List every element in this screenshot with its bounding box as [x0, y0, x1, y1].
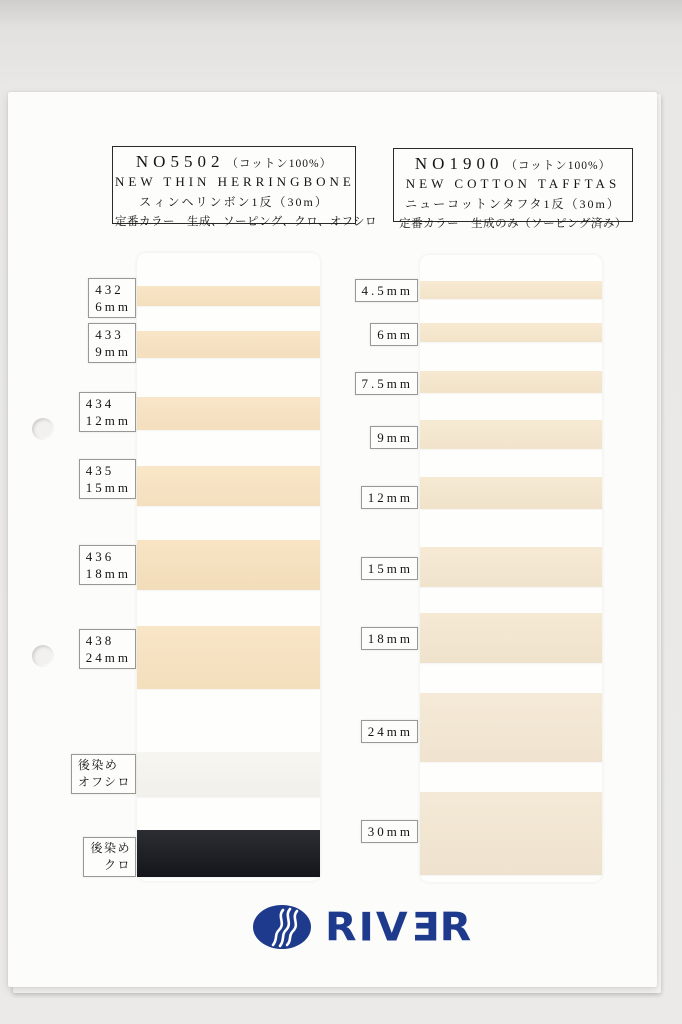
right-product-header: [393, 148, 633, 230]
right-sample-tag-1: [370, 323, 418, 346]
left-ribbon-2: [137, 397, 320, 430]
right-ribbon-7: [420, 693, 602, 762]
right-ribbon-3: [420, 420, 602, 449]
right-material: （コットン100%）: [505, 160, 612, 172]
right-ribbon-0: [420, 281, 602, 299]
left-sample-tag-6-line-0: 後染め: [77, 758, 119, 772]
left-sample-tag-0-line-0: 432: [95, 282, 124, 297]
left-sample-tag-4: [79, 545, 136, 585]
left-sample-tag-2-line-1: 12mm: [85, 413, 131, 428]
left-product-no-line: [115, 152, 353, 172]
logo-letter-1: I: [358, 903, 376, 951]
left-sample-tag-2: [79, 392, 136, 432]
left-ribbon-0: [137, 286, 320, 306]
left-sample-tag-5-line-0: 438: [85, 633, 115, 648]
left-sample-tag-5: [79, 629, 136, 669]
logo-letter-3: E: [409, 903, 440, 951]
left-sample-tag-5-line-1: 24mm: [85, 650, 131, 665]
punch-hole-bottom: [32, 645, 54, 667]
right-ribbon-2: [420, 371, 602, 393]
left-sample-tag-1-line-1: 9mm: [95, 344, 131, 359]
left-sample-tag-7-line-1: クロ: [103, 858, 131, 872]
brand-logo: [252, 904, 473, 950]
right-sample-tag-2-line-0: 7.5mm: [361, 376, 413, 391]
right-sample-tag-6: [361, 627, 418, 650]
left-ribbon-6: [137, 752, 320, 797]
right-ribbon-8: [420, 792, 602, 875]
right-sample-tag-4: [361, 486, 418, 509]
left-product-name-en: NEW THIN HERRINGBONE: [115, 174, 355, 189]
left-sample-tag-3: [79, 459, 136, 499]
right-product-no: NO1900: [414, 154, 504, 173]
right-sample-tag-3: [370, 426, 418, 449]
right-product-spec-jp: ニューコットンタフタ1反（30m）: [405, 197, 621, 211]
right-product-no-line: [396, 154, 630, 174]
right-product-name-en: NEW COTTON TAFFTAS: [405, 176, 621, 191]
sample-card-page: [8, 92, 657, 987]
left-sample-tag-4-line-0: 436: [85, 549, 115, 564]
right-sample-tag-6-line-0: 18mm: [367, 631, 413, 646]
right-sample-tag-7: [361, 720, 418, 743]
left-sample-tag-3-line-1: 15mm: [85, 480, 131, 495]
right-ribbon-4: [420, 477, 602, 509]
left-ribbon-1: [137, 331, 320, 358]
right-sample-tag-4-line-0: 12mm: [367, 490, 413, 505]
left-ribbon-5: [137, 626, 320, 689]
left-material: （コットン100%）: [226, 158, 333, 170]
right-sample-tag-8-line-0: 30mm: [367, 824, 413, 839]
right-ribbon-6: [420, 613, 602, 663]
punch-hole-top: [32, 418, 54, 440]
right-sample-tag-8: [361, 820, 418, 843]
left-sample-tag-7-line-0: 後染め: [90, 841, 131, 855]
left-ribbon-3: [137, 466, 320, 506]
right-colors-note: 定番カラー 生成のみ（ソーピング済み）: [399, 218, 627, 230]
right-sample-tag-1-line-0: 6mm: [377, 327, 413, 342]
right-sample-tag-5: [361, 557, 418, 580]
right-sample-tag-5-line-0: 15mm: [367, 561, 413, 576]
left-sample-tag-6: [71, 754, 136, 794]
left-ribbon-4: [137, 540, 320, 590]
right-ribbon-5: [420, 547, 602, 587]
left-ribbon-7: [137, 830, 320, 877]
left-product-header: [112, 146, 378, 228]
right-sample-tag-0-line-0: 4.5mm: [361, 283, 413, 298]
left-sample-tag-7: [83, 837, 136, 877]
left-sample-tag-3-line-0: 435: [85, 463, 115, 478]
river-logo-text: [325, 903, 474, 951]
left-product-spec-jp: スィンヘリンボン1反（30m）: [139, 195, 329, 209]
left-sample-tag-0: [88, 278, 136, 318]
right-sample-tag-2: [355, 372, 418, 395]
left-sample-tag-4-line-1: 18mm: [85, 566, 131, 581]
right-sample-tag-3-line-0: 9mm: [377, 430, 413, 445]
left-sample-tag-1-line-0: 433: [95, 327, 124, 342]
right-sample-tag-7-line-0: 24mm: [367, 724, 413, 739]
left-product-no: NO5502: [135, 152, 225, 171]
right-ribbon-1: [420, 323, 602, 342]
logo-letter-4: R: [439, 903, 474, 951]
logo-letter-0: R: [325, 903, 359, 951]
left-sample-tag-2-line-0: 434: [85, 396, 115, 411]
left-sample-tag-6-line-1: オフシロ: [77, 775, 131, 789]
river-logo-icon: [252, 904, 312, 950]
left-sample-tag-0-line-1: 6mm: [95, 299, 131, 314]
logo-letter-2: V: [375, 903, 410, 951]
left-sample-tag-1: [88, 323, 136, 363]
right-sample-tag-0: [355, 279, 418, 302]
left-colors-note: 定番カラー 生成、ソーピング、クロ、オフシロ: [115, 216, 378, 228]
